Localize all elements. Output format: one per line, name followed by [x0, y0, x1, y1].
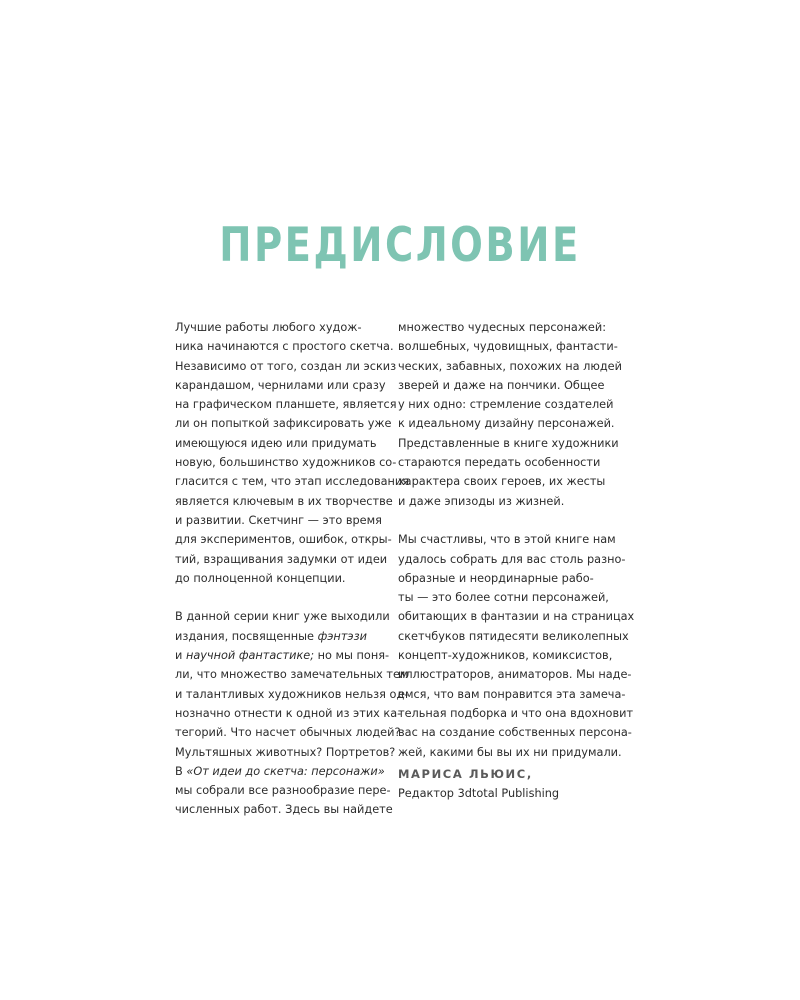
text-line: емся, что вам понравится эта замеча- — [398, 687, 626, 701]
left-paragraph-2 — [175, 607, 409, 819]
left-text-column — [175, 318, 410, 820]
text-line: стараются передать особенности — [398, 456, 601, 470]
text-line: на графическом планшете, является — [175, 398, 397, 412]
author-name: МАРИСА ЛЬЮИС, — [398, 766, 533, 781]
text-line: карандашом, чернилами или сразу — [175, 378, 386, 392]
text-line: тельная подборка и что она вдохновит — [398, 706, 634, 720]
text-line: Мультяшных животных? Портретов? — [175, 745, 396, 759]
text-line: ли, что множество замечательных тем — [175, 668, 409, 682]
text-line: зверей и даже на пончики. Общее — [398, 378, 605, 392]
text-line: у них одно: стремление создателей — [398, 398, 614, 412]
text-line: и даже эпизоды из жизней. — [398, 494, 565, 508]
text-line: для экспериментов, ошибок, откры- — [175, 533, 392, 547]
text-fragment: В — [175, 764, 187, 778]
text-line: является ключевым в их творчестве — [175, 494, 393, 508]
text-line: мы собрали все разнообразие пере- — [175, 784, 391, 798]
book-title: «От идеи до скетча: персонажи» — [186, 764, 385, 778]
text-line: численных работ. Здесь вы найдете — [175, 803, 393, 817]
text-line: имеющуюся идею или придумать — [175, 436, 377, 450]
text-line: к идеальному дизайну персонажей. — [398, 417, 615, 431]
text-line: ческих, забавных, похожих на людей — [398, 359, 622, 373]
text-line: жей, какими бы вы их ни придумали. — [398, 745, 622, 759]
text-line: и талантливых художников нельзя од- — [175, 687, 409, 701]
text-line: нозначно отнести к одной из этих ка- — [175, 706, 402, 720]
text-line: и развитии. Скетчинг — это время — [175, 513, 382, 527]
right-paragraph-1 — [398, 318, 622, 511]
text-line: Независимо от того, создан ли эскиз — [175, 359, 397, 373]
italic-term: научной фантастике; — [185, 649, 315, 663]
text-fragment: но мы поня- — [314, 649, 390, 663]
text-line: характера своих героев, их жесты — [398, 475, 606, 489]
text-line: до полноценной концепции. — [175, 571, 346, 585]
paragraph-gap — [175, 588, 385, 607]
text-line: волшебных, чудовищных, фантасти- — [398, 340, 618, 354]
text-line: ты — это более сотни персонажей, — [398, 591, 609, 605]
text-line: вас на создание собственных персона- — [398, 726, 632, 740]
text-line: тий, взращивания задумки от идеи — [175, 552, 388, 566]
author-role: Редактор 3dtotal Publishing — [398, 787, 560, 801]
text-line: новую, большинство художников со- — [175, 456, 397, 470]
italic-term: фэнтэзи — [317, 629, 367, 643]
text-line — [175, 627, 385, 646]
text-line: Лучшие работы любого худож- — [175, 321, 362, 334]
text-fragment: издания, посвященные — [175, 629, 314, 643]
text-fragment: и — [175, 649, 186, 663]
left-paragraph-1 — [175, 318, 410, 588]
text-line: Представленные в книге художники — [398, 436, 619, 450]
text-line: гласится с тем, что этап исследования — [175, 475, 410, 489]
text-line: удалось собрать для вас столь разно- — [398, 552, 626, 566]
text-line: множество чудесных персонажей: — [398, 321, 607, 334]
page-title: ПРЕДИСЛОВИЕ — [219, 218, 581, 273]
text-line: Мы счастливы, что в этой книге нам — [398, 533, 616, 547]
text-line: иллюстраторов, аниматоров. Мы наде- — [398, 668, 632, 682]
text-line: ли он попыткой зафиксировать уже — [175, 417, 392, 431]
text-line: В данной серии книг уже выходили — [175, 610, 390, 624]
text-line — [175, 762, 385, 781]
right-text-column — [398, 318, 635, 803]
text-line: образные и неординарные рабо- — [398, 571, 594, 585]
paragraph-gap — [398, 511, 613, 530]
text-line — [175, 646, 390, 665]
text-line: концепт-художников, комиксистов, — [398, 649, 613, 663]
right-paragraph-2 — [398, 530, 635, 762]
text-line: скетчбуков пятидесяти великолепных — [398, 629, 629, 643]
text-line: обитающих в фантазии и на страницах — [398, 610, 635, 624]
text-line: ника начинаются с простого скетча. — [175, 340, 394, 354]
text-line: тегорий. Что насчет обычных людей? — [175, 726, 401, 740]
